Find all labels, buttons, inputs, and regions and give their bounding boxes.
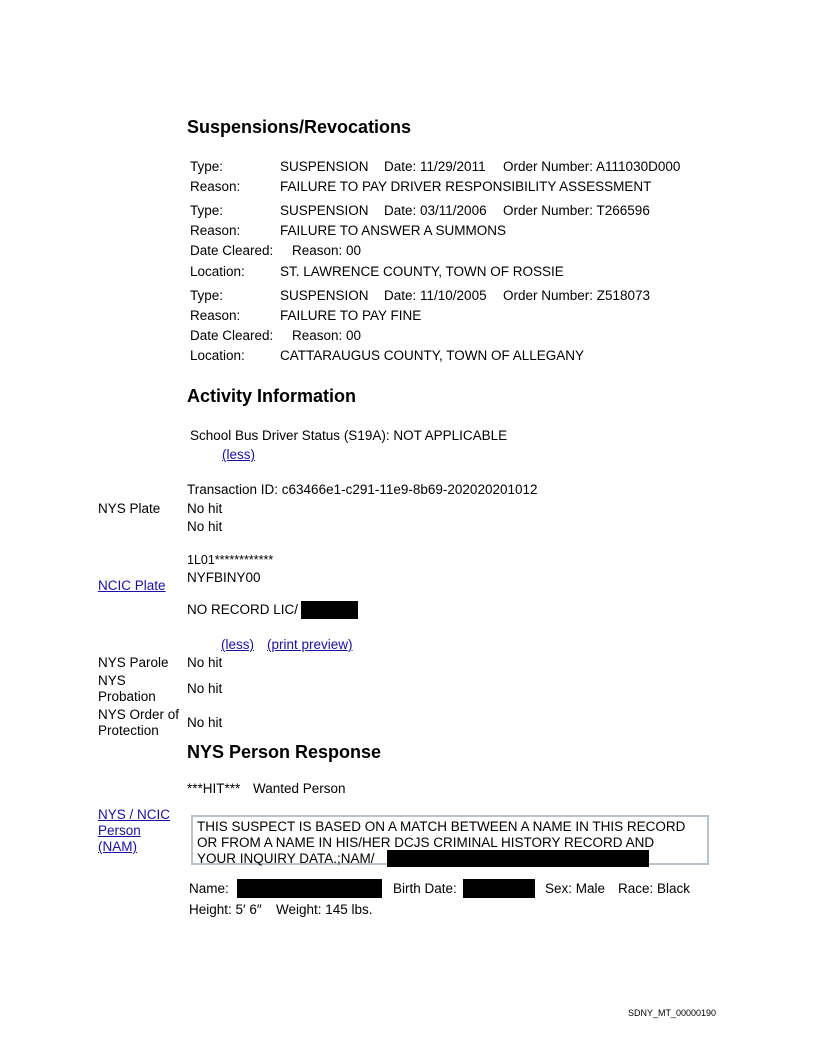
- hit-indicator: ***HIT***: [187, 781, 241, 796]
- link-line[interactable]: (NAM): [98, 839, 137, 854]
- date-value: Date: 03/11/2006: [384, 203, 487, 218]
- type-value: SUSPENSION: [280, 203, 369, 218]
- parole-label: NYS Parole: [98, 655, 169, 670]
- name-label: Name:: [189, 881, 229, 896]
- order-number: Order Number: Z518073: [503, 288, 651, 303]
- less-link[interactable]: (less): [221, 637, 254, 652]
- probation-result: No hit: [187, 681, 223, 696]
- birth-date-label: Birth Date:: [393, 881, 457, 896]
- sex-value: Sex: Male: [545, 881, 606, 896]
- notice-line: OR FROM A NAME IN HIS/HER DCJS CRIMINAL HISTORY RECORD AND: [197, 835, 655, 850]
- date-value: Date: 11/29/2011: [384, 159, 486, 174]
- parole-result: No hit: [187, 655, 223, 670]
- reason-label: Reason:: [190, 179, 241, 194]
- type-label: Type:: [190, 159, 224, 174]
- school-bus-status: School Bus Driver Status (S19A): NOT APPLICABLE: [190, 428, 508, 443]
- notice-line: THIS SUSPECT IS BASED ON A MATCH BETWEEN A NAME IN THIS RECORD: [197, 819, 686, 834]
- cleared-reason: Reason: 00: [292, 243, 362, 258]
- order-number: Order Number: A111030D000: [503, 159, 681, 174]
- notice-line: YOUR INQUIRY DATA.;NAM/: [197, 851, 375, 866]
- probation-label: NYS: [98, 673, 126, 688]
- date-cleared-label: Date Cleared:: [190, 243, 274, 258]
- type-label: Type:: [190, 203, 224, 218]
- wanted-person: Wanted Person: [253, 781, 346, 796]
- redaction-block: [463, 879, 535, 898]
- activity-heading: Activity Information: [187, 386, 357, 406]
- date-cleared-label: Date Cleared:: [190, 328, 274, 343]
- order-of-protection-label: NYS Order of: [98, 707, 180, 722]
- type-value: SUSPENSION: [280, 288, 369, 303]
- person-response-heading: NYS Person Response: [187, 742, 382, 762]
- date-value: Date: 11/10/2005: [384, 288, 487, 303]
- location-label: Location:: [190, 348, 245, 363]
- plate-number: 1L01************: [187, 553, 274, 567]
- probation-label: Probation: [98, 689, 156, 704]
- type-label: Type:: [190, 288, 224, 303]
- print-preview-link[interactable]: (print preview): [267, 637, 353, 652]
- weight-value: Weight: 145 lbs.: [276, 902, 373, 917]
- nys-plate-label: NYS Plate: [98, 501, 161, 516]
- link-line[interactable]: NYS / NCIC: [98, 807, 171, 822]
- order-of-protection-result: No hit: [187, 715, 223, 730]
- order-number: Order Number: T266596: [503, 203, 650, 218]
- location-value: CATTARAUGUS COUNTY, TOWN OF ALLEGANY: [280, 348, 585, 363]
- no-record-lic: NO RECORD LIC/: [187, 602, 299, 617]
- redaction-block: [387, 850, 649, 867]
- redaction-block: [237, 879, 382, 898]
- nys-plate-result: No hit: [187, 519, 223, 534]
- ncic-code: NYFBINY00: [187, 570, 261, 585]
- reason-value: FAILURE TO PAY FINE: [280, 308, 422, 323]
- redaction-block: [301, 601, 358, 619]
- nys-plate-result: No hit: [187, 501, 223, 516]
- transaction-id: Transaction ID: c63466e1-c291-11e9-8b69-202020201012: [187, 482, 538, 497]
- nys-ncic-person-link[interactable]: [98, 807, 170, 855]
- type-value: SUSPENSION: [280, 159, 369, 174]
- bates-number: SDNY_MT_00000190: [628, 1008, 717, 1018]
- suspensions-heading: Suspensions/Revocations: [187, 117, 412, 137]
- reason-value: FAILURE TO ANSWER A SUMMONS: [280, 223, 507, 238]
- match-notice-box: [191, 815, 709, 865]
- height-value: Height: 5′ 6″: [189, 902, 262, 917]
- reason-label: Reason:: [190, 308, 241, 323]
- link-line[interactable]: Person: [98, 823, 141, 838]
- order-of-protection-label: Protection: [98, 723, 159, 738]
- less-link[interactable]: (less): [222, 447, 255, 462]
- reason-value: FAILURE TO PAY DRIVER RESPONSIBILITY ASSESSMENT: [280, 179, 652, 194]
- cleared-reason: Reason: 00: [292, 328, 362, 343]
- race-value: Race: Black: [618, 881, 691, 896]
- ncic-plate-link[interactable]: NCIC Plate: [98, 578, 166, 593]
- location-value: ST. LAWRENCE COUNTY, TOWN OF ROSSIE: [280, 264, 564, 279]
- location-label: Location:: [190, 264, 245, 279]
- reason-label: Reason:: [190, 223, 241, 238]
